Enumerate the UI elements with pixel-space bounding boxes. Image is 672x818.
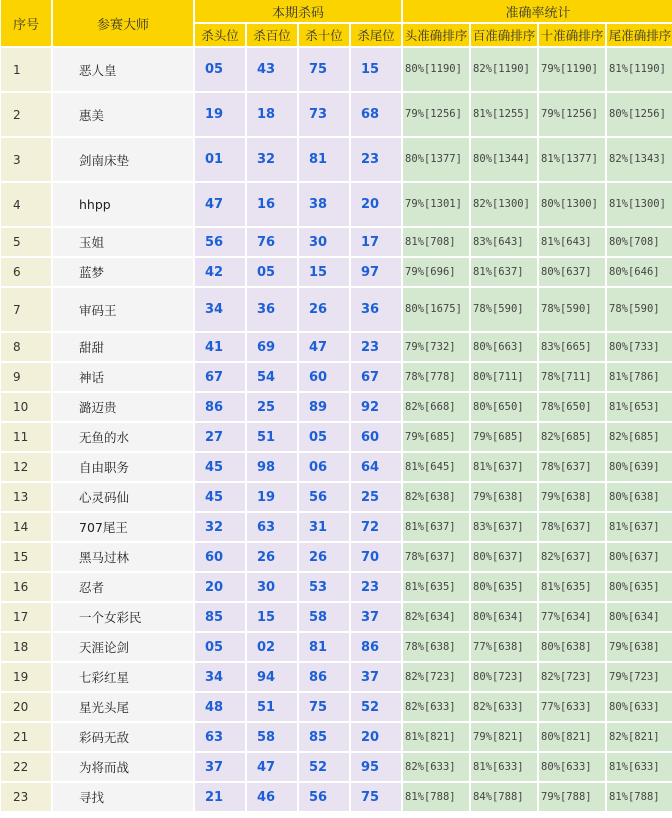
accuracy-tail-cell: 79%[638] [607,633,672,661]
accuracy-hundreds-cell: 81%[637] [471,258,537,286]
table-row [1,48,672,91]
kill-head-cell: 85 [195,603,245,631]
kill-hundreds-cell: 47 [247,753,297,781]
table-row [1,663,672,691]
kill-hundreds-cell: 76 [247,228,297,256]
kill-tail-cell: 75 [351,783,401,811]
kill-tens-cell: 26 [299,543,349,571]
master-name-cell: 审码王 [53,288,193,331]
kill-tail-cell: 25 [351,483,401,511]
kill-tens-cell: 05 [299,423,349,451]
accuracy-head-cell: 79%[685] [403,423,469,451]
accuracy-tens-cell: 78%[637] [539,453,605,481]
kill-tail-cell: 64 [351,453,401,481]
kill-hundreds-cell: 30 [247,573,297,601]
accuracy-tail-cell: 81%[1190] [607,48,672,91]
accuracy-head-cell: 81%[788] [403,783,469,811]
accuracy-hundreds-cell: 77%[638] [471,633,537,661]
accuracy-tail-cell: 81%[637] [607,513,672,541]
master-name-cell: 剑南床垫 [53,138,193,181]
kill-head-cell: 27 [195,423,245,451]
table-row [1,363,672,391]
kill-hundreds-cell: 51 [247,693,297,721]
master-name-cell: 玉姐 [53,228,193,256]
accuracy-tens-cell: 78%[637] [539,513,605,541]
master-name-cell: 心灵码仙 [53,483,193,511]
kill-head-cell: 21 [195,783,245,811]
kill-tail-header: 杀尾位 [351,24,401,46]
row-index-cell: 13 [1,483,51,511]
accuracy-tens-cell: 79%[1256] [539,93,605,136]
kill-tail-cell: 23 [351,138,401,181]
accuracy-tail-cell: 82%[821] [607,723,672,751]
accuracy-head-cell: 80%[1377] [403,138,469,181]
table-row [1,93,672,136]
accuracy-head-cell: 78%[638] [403,633,469,661]
accuracy-tens-cell: 82%[723] [539,663,605,691]
table-row [1,723,672,751]
accuracy-head-cell: 79%[1256] [403,93,469,136]
kill-tail-cell: 17 [351,228,401,256]
kill-tail-cell: 15 [351,48,401,91]
kill-hundreds-cell: 25 [247,393,297,421]
kill-hundreds-cell: 15 [247,603,297,631]
row-index-cell: 16 [1,573,51,601]
master-name-cell: 忍者 [53,573,193,601]
accuracy-head-cell: 81%[821] [403,723,469,751]
kill-head-cell: 20 [195,573,245,601]
master-name-cell: 蓝梦 [53,258,193,286]
kill-hundreds-header: 杀百位 [247,24,297,46]
accuracy-tens-cell: 83%[665] [539,333,605,361]
accuracy-head-cell: 79%[1301] [403,183,469,226]
accuracy-hundreds-cell: 81%[633] [471,753,537,781]
row-index-cell: 9 [1,363,51,391]
kill-tens-cell: 75 [299,48,349,91]
kill-tail-cell: 37 [351,603,401,631]
row-index-cell: 5 [1,228,51,256]
row-index-cell: 20 [1,693,51,721]
master-name-cell: 潞迈贵 [53,393,193,421]
kill-head-cell: 45 [195,453,245,481]
kill-tens-cell: 56 [299,483,349,511]
kill-tens-cell: 89 [299,393,349,421]
kill-tens-cell: 31 [299,513,349,541]
accuracy-tail-cell: 80%[708] [607,228,672,256]
accuracy-tail-cell: 80%[1256] [607,93,672,136]
accuracy-tail-cell: 82%[1343] [607,138,672,181]
accuracy-hundreds-cell: 80%[663] [471,333,537,361]
kill-tail-cell: 95 [351,753,401,781]
kill-tail-cell: 60 [351,423,401,451]
accuracy-tens-cell: 78%[711] [539,363,605,391]
kill-head-cell: 05 [195,633,245,661]
kill-head-cell: 86 [195,393,245,421]
acc-hundreds-header: 百准确排序 [471,24,537,46]
accuracy-hundreds-cell: 79%[685] [471,423,537,451]
kill-tens-header: 杀十位 [299,24,349,46]
accuracy-hundreds-cell: 80%[711] [471,363,537,391]
kill-tens-cell: 85 [299,723,349,751]
row-index-cell: 19 [1,663,51,691]
kill-tens-cell: 81 [299,138,349,181]
accuracy-tens-cell: 80%[633] [539,753,605,781]
accuracy-tail-cell: 80%[646] [607,258,672,286]
kill-hundreds-cell: 63 [247,513,297,541]
master-name-cell: 为将而战 [53,753,193,781]
row-index-cell: 12 [1,453,51,481]
accuracy-tens-cell: 77%[633] [539,693,605,721]
table-header [1,0,672,46]
accuracy-tail-cell: 81%[633] [607,753,672,781]
kill-head-cell: 42 [195,258,245,286]
accuracy-head-cell: 81%[635] [403,573,469,601]
accuracy-tail-cell: 82%[685] [607,423,672,451]
accuracy-tail-cell: 81%[1300] [607,183,672,226]
accuracy-hundreds-cell: 80%[723] [471,663,537,691]
accuracy-hundreds-cell: 79%[821] [471,723,537,751]
accuracy-tail-cell: 80%[733] [607,333,672,361]
kill-head-cell: 34 [195,288,245,331]
accuracy-tens-cell: 82%[637] [539,543,605,571]
table-row [1,423,672,451]
accuracy-tail-cell: 80%[634] [607,603,672,631]
accuracy-hundreds-cell: 80%[634] [471,603,537,631]
table-row [1,288,672,331]
accuracy-hundreds-cell: 80%[637] [471,543,537,571]
master-name-cell: 星光头尾 [53,693,193,721]
kill-hundreds-cell: 54 [247,363,297,391]
kill-hundreds-cell: 43 [247,48,297,91]
table-row [1,228,672,256]
accuracy-tail-cell: 80%[637] [607,543,672,571]
master-name-cell: 惠美 [53,93,193,136]
kill-tail-cell: 52 [351,693,401,721]
accuracy-tens-cell: 79%[1190] [539,48,605,91]
kill-tail-cell: 97 [351,258,401,286]
accuracy-hundreds-cell: 82%[1300] [471,183,537,226]
row-index-cell: 10 [1,393,51,421]
kill-tens-cell: 56 [299,783,349,811]
accuracy-hundreds-cell: 84%[788] [471,783,537,811]
kill-hundreds-cell: 58 [247,723,297,751]
table-row [1,258,672,286]
accuracy-head-cell: 81%[637] [403,513,469,541]
accuracy-tens-cell: 79%[788] [539,783,605,811]
table-row [1,183,672,226]
accuracy-tens-cell: 79%[638] [539,483,605,511]
accuracy-head-cell: 82%[633] [403,753,469,781]
kill-tens-cell: 30 [299,228,349,256]
kill-hundreds-cell: 19 [247,483,297,511]
row-index-cell: 14 [1,513,51,541]
accuracy-hundreds-cell: 82%[1190] [471,48,537,91]
kill-head-header: 杀头位 [195,24,245,46]
accuracy-head-cell: 82%[633] [403,693,469,721]
row-index-cell: 7 [1,288,51,331]
table-row [1,753,672,781]
accuracy-head-cell: 82%[668] [403,393,469,421]
table-row [1,633,672,661]
kill-head-cell: 48 [195,693,245,721]
kill-hundreds-cell: 98 [247,453,297,481]
acc-tail-header: 尾准确排序 [607,24,672,46]
accuracy-hundreds-cell: 83%[637] [471,513,537,541]
table-row [1,573,672,601]
kill-hundreds-cell: 26 [247,543,297,571]
kill-tail-cell: 20 [351,183,401,226]
row-index-cell: 2 [1,93,51,136]
accuracy-tail-cell: 81%[653] [607,393,672,421]
accuracy-head-cell: 79%[696] [403,258,469,286]
accuracy-tens-cell: 80%[821] [539,723,605,751]
row-index-cell: 18 [1,633,51,661]
table-row [1,393,672,421]
accuracy-hundreds-cell: 79%[638] [471,483,537,511]
kill-tail-cell: 37 [351,663,401,691]
accuracy-group-header: 准确率统计 [403,0,672,22]
accuracy-hundreds-cell: 80%[650] [471,393,537,421]
accuracy-tens-cell: 78%[590] [539,288,605,331]
table-row [1,333,672,361]
master-name-cell: 恶人皇 [53,48,193,91]
table-row [1,138,672,181]
accuracy-hundreds-cell: 80%[635] [471,573,537,601]
accuracy-tail-cell: 80%[635] [607,573,672,601]
kill-tail-cell: 72 [351,513,401,541]
accuracy-hundreds-cell: 83%[643] [471,228,537,256]
accuracy-hundreds-cell: 78%[590] [471,288,537,331]
kill-tail-cell: 92 [351,393,401,421]
kill-tail-cell: 86 [351,633,401,661]
accuracy-head-cell: 78%[637] [403,543,469,571]
kill-hundreds-cell: 05 [247,258,297,286]
row-index-cell: 3 [1,138,51,181]
row-index-cell: 22 [1,753,51,781]
kill-hundreds-cell: 32 [247,138,297,181]
kill-hundreds-cell: 69 [247,333,297,361]
accuracy-tail-cell: 78%[590] [607,288,672,331]
accuracy-tens-cell: 81%[1377] [539,138,605,181]
master-name-cell: 自由职务 [53,453,193,481]
row-index-cell: 21 [1,723,51,751]
master-name-cell: 无鱼的水 [53,423,193,451]
table-row [1,513,672,541]
accuracy-tens-cell: 82%[685] [539,423,605,451]
row-index-cell: 11 [1,423,51,451]
kill-tail-cell: 23 [351,333,401,361]
accuracy-tail-cell: 79%[723] [607,663,672,691]
row-index-cell: 6 [1,258,51,286]
kill-hundreds-cell: 51 [247,423,297,451]
kill-tens-cell: 58 [299,603,349,631]
kill-tens-cell: 15 [299,258,349,286]
accuracy-head-cell: 81%[645] [403,453,469,481]
row-index-cell: 4 [1,183,51,226]
kill-head-cell: 32 [195,513,245,541]
kill-tail-cell: 20 [351,723,401,751]
kill-head-cell: 67 [195,363,245,391]
master-name-cell: hhpp [53,183,193,226]
kill-head-cell: 56 [195,228,245,256]
table-row [1,693,672,721]
kill-tens-cell: 47 [299,333,349,361]
master-name-cell: 神话 [53,363,193,391]
kill-tens-cell: 53 [299,573,349,601]
kill-tail-cell: 70 [351,543,401,571]
kill-code-group-header: 本期杀码 [195,0,401,22]
table-row [1,483,672,511]
kill-head-cell: 45 [195,483,245,511]
master-name-cell: 707尾王 [53,513,193,541]
master-name-cell: 七彩红星 [53,663,193,691]
accuracy-tail-cell: 81%[788] [607,783,672,811]
accuracy-head-cell: 78%[778] [403,363,469,391]
accuracy-head-cell: 80%[1675] [403,288,469,331]
kill-head-cell: 60 [195,543,245,571]
master-name-cell: 天涯论剑 [53,633,193,661]
accuracy-tail-cell: 80%[639] [607,453,672,481]
kill-head-cell: 01 [195,138,245,181]
kill-tens-cell: 86 [299,663,349,691]
table-row [1,783,672,811]
acc-head-header: 头准确排序 [403,24,469,46]
kill-head-cell: 34 [195,663,245,691]
accuracy-tail-cell: 80%[638] [607,483,672,511]
kill-hundreds-cell: 46 [247,783,297,811]
kill-hundreds-cell: 36 [247,288,297,331]
accuracy-tens-cell: 81%[635] [539,573,605,601]
master-name-cell: 甜甜 [53,333,193,361]
index-header: 序号 [1,0,51,46]
accuracy-tens-cell: 78%[650] [539,393,605,421]
accuracy-hundreds-cell: 81%[637] [471,453,537,481]
accuracy-head-cell: 79%[732] [403,333,469,361]
kill-hundreds-cell: 16 [247,183,297,226]
kill-head-cell: 05 [195,48,245,91]
master-name-cell: 一个女彩民 [53,603,193,631]
accuracy-tens-cell: 80%[637] [539,258,605,286]
accuracy-head-cell: 81%[708] [403,228,469,256]
master-name-cell: 彩码无敌 [53,723,193,751]
row-index-cell: 8 [1,333,51,361]
kill-tens-cell: 38 [299,183,349,226]
master-name-cell: 黑马过林 [53,543,193,571]
accuracy-tens-cell: 80%[1300] [539,183,605,226]
accuracy-tail-cell: 81%[786] [607,363,672,391]
kill-tens-cell: 06 [299,453,349,481]
accuracy-hundreds-cell: 82%[633] [471,693,537,721]
row-index-cell: 17 [1,603,51,631]
table-row [1,603,672,631]
kill-hundreds-cell: 94 [247,663,297,691]
accuracy-head-cell: 82%[723] [403,663,469,691]
kill-tens-cell: 26 [299,288,349,331]
row-index-cell: 1 [1,48,51,91]
table-row [1,453,672,481]
table-body [1,48,672,811]
kill-head-cell: 63 [195,723,245,751]
accuracy-head-cell: 82%[634] [403,603,469,631]
kill-hundreds-cell: 18 [247,93,297,136]
accuracy-tail-cell: 80%[633] [607,693,672,721]
kill-head-cell: 37 [195,753,245,781]
master-header: 参赛大师 [53,0,193,46]
kill-tail-cell: 67 [351,363,401,391]
accuracy-tens-cell: 81%[643] [539,228,605,256]
table-row [1,543,672,571]
kill-head-cell: 47 [195,183,245,226]
row-index-cell: 15 [1,543,51,571]
accuracy-hundreds-cell: 80%[1344] [471,138,537,181]
kill-tens-cell: 60 [299,363,349,391]
kill-tens-cell: 73 [299,93,349,136]
row-index-cell: 23 [1,783,51,811]
kill-tens-cell: 81 [299,633,349,661]
kill-tens-cell: 75 [299,693,349,721]
accuracy-head-cell: 82%[638] [403,483,469,511]
accuracy-tens-cell: 80%[638] [539,633,605,661]
kill-head-cell: 41 [195,333,245,361]
master-name-cell: 寻找 [53,783,193,811]
kill-tail-cell: 36 [351,288,401,331]
accuracy-tens-cell: 77%[634] [539,603,605,631]
kill-tail-cell: 23 [351,573,401,601]
acc-tens-header: 十准确排序 [539,24,605,46]
accuracy-head-cell: 80%[1190] [403,48,469,91]
kill-tens-cell: 52 [299,753,349,781]
kill-hundreds-cell: 02 [247,633,297,661]
kill-head-cell: 19 [195,93,245,136]
kill-tail-cell: 68 [351,93,401,136]
accuracy-hundreds-cell: 81%[1255] [471,93,537,136]
